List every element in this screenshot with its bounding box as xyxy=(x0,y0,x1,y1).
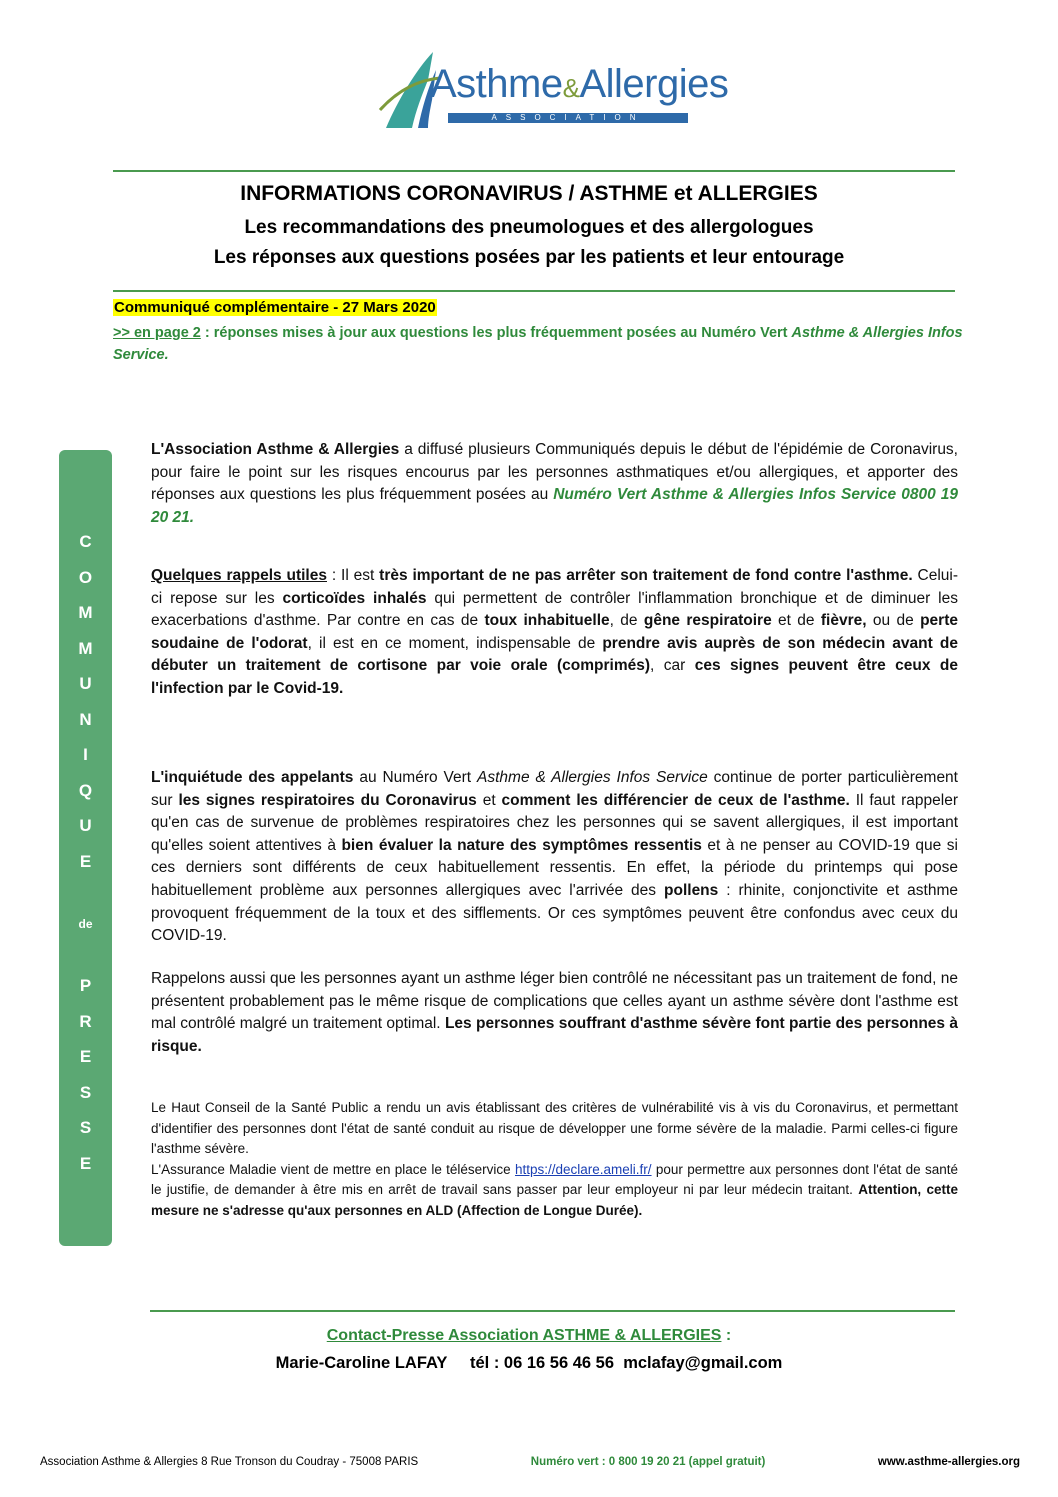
ameli-link[interactable]: https://declare.ameli.fr/ xyxy=(515,1161,652,1177)
page-2-note: >> en page 2 : réponses mises à jour aux questions les plus fréquemment posées au Numéro Vert Asthme & Allergies Infos Service. xyxy=(113,325,963,363)
banner-top-letter: E xyxy=(79,851,92,871)
footer-address: Association Asthme & Allergies 8 Rue Tronson du Coudray - 75008 PARIS xyxy=(40,1456,419,1468)
page-footer xyxy=(40,1456,1020,1468)
contact-press-heading: Contact-Presse Association ASTHME & ALLERGIES : xyxy=(326,1327,732,1344)
logo-wordmark: Asthme&Allergies xyxy=(430,62,729,106)
banner-bottom-letter: E xyxy=(79,1047,92,1066)
paragraph-rappels: Quelques rappels utiles : Il est très important de ne pas arrêter son traitement de fond contre l'asthme. Celui-ci repose sur les corticoïdes inhalés qui permettent de contrôler l'inflammation bronchique et de diminuer les exacerbations d'asthme. Par contre en cas de toux inhabituelle, de gêne respiratoire et de fièvre, ou de perte soudaine de l'odorat, il est en ce moment, indispensable de prendre avis auprès de son médecin avant de débuter un traitement de cortisone par voie orale (comprimés), car ces signes peuvent être ceux de l'infection par le Covid-19. xyxy=(151,567,959,697)
banner-bottom-letter: P xyxy=(79,976,92,995)
paragraph-inquietude: L'inquiétude des appelants au Numéro Vert Asthme & Allergies Infos Service continue de porter particulièrement sur les signes respiratoires du Coronavirus et comment les différencier de ceux de l'asthme. Il faut rappeler qu'en cas de survenue de problèmes respiratoires chez les personnes qui se savent allergiques, il est important qu'elles soient attentives à bien évaluer la nature des symptômes ressentis et à ne penser au COVID-19 que si ces derniers sont différents de ceux habituellement ressentis. En effet, la période du printemps qui pose habituellement problème aux personnes allergiques avec l'arrivée des pollens : rhinite, conjonctivite et asthme provoquent fréquemment de la toux et des sifflements. Or ces symptômes peuvent être confondus avec ceux du COVID-19. xyxy=(151,769,958,945)
banner-top-letter: U xyxy=(79,816,92,835)
paragraph-hcsp: Le Haut Conseil de la Santé Public a rendu un avis établissant des critères de vulnérabilité vis à vis du Coronavirus, et permettant d'identifier des personnes dont l'état de santé conduit au risque de développer une forme sévère de la maladie. Parmi celles-ci figure l'asthme sévère. L'Assurance Maladie vient de mettre en place le téléservice https://declare.ameli.fr/ pour permettre aux personnes dont l'état de santé le justifie, de demander à être mis en arrêt de travail sans passer par leur employeur ni par leur médecin traitant. Attention, cette mesure ne s'adresse qu'aux personnes en ALD (Affection de Longue Durée). xyxy=(151,1100,958,1218)
banner-top-letter: C xyxy=(79,532,92,551)
paragraph-asthme-severe: Rappelons aussi que les personnes ayant un asthme léger bien contrôlé ne nécessitant pas un traitement de fond, ne présentent probablement pas le même risque de complications que celles ayant un asthme sévère dont l'asthme est mal contrôlé malgré un traitement optimal. Les personnes souffrant d'asthme sévère font partie des personnes à risque. xyxy=(151,970,958,1055)
banner-top-letter: I xyxy=(83,745,88,764)
banner-top-letter: U xyxy=(79,674,92,693)
header-divider xyxy=(113,290,955,292)
page-subtitle-2: Les réponses aux questions posées par les patients et leur entourage xyxy=(213,247,845,268)
banner-bottom-letter: R xyxy=(79,1011,92,1031)
banner-top-letter: N xyxy=(79,709,92,729)
banner-middle-word: de xyxy=(78,917,93,931)
contact-details: Marie-Caroline LAFAY tél : 06 16 56 46 56 mclafay@gmail.com xyxy=(275,1354,783,1372)
communique-label: Communiqué complémentaire - 27 Mars 2020 xyxy=(114,299,436,316)
logo-subtitle: ASSOCIATION xyxy=(448,113,688,123)
banner-top-letter: M xyxy=(78,603,93,622)
banner-bottom-letter: S xyxy=(79,1118,92,1137)
banner-bottom-letter: E xyxy=(79,1153,92,1173)
top-divider xyxy=(113,170,955,172)
contact-divider xyxy=(150,1310,955,1312)
banner-top-letter: M xyxy=(78,638,93,658)
numero-vert-text: Numéro Vert Asthme & Allergies Infos Service 0800 19 20 21. xyxy=(151,486,958,526)
footer-numero-vert: Numéro vert : 0 800 19 20 21 (appel gratuit) xyxy=(530,1456,766,1468)
page-title: INFORMATIONS CORONAVIRUS / ASTHME et ALLERGIES xyxy=(240,182,818,205)
banner-top-letter: O xyxy=(78,567,93,587)
banner-top-letter: Q xyxy=(78,780,93,800)
page-subtitle-1: Les recommandations des pneumologues et des allergologues xyxy=(244,217,814,238)
banner-bottom-letter: S xyxy=(79,1082,92,1102)
footer-website[interactable]: www.asthme-allergies.org xyxy=(877,1456,1020,1468)
paragraph-intro: L'Association Asthme & Allergies a diffusé plusieurs Communiqués depuis le début de l'épidémie de Coronavirus, pour faire le point sur les risques encourus par les personnes asthmatiques et/ou allergiques, et apporter des réponses aux questions les plus fréquemment posées au Numéro Vert Asthme & Allergies Infos Service 0800 19 20 21. xyxy=(151,441,958,526)
communique-de-presse-banner xyxy=(59,450,112,1246)
page-2-link[interactable]: >> en page 2 xyxy=(113,325,201,341)
